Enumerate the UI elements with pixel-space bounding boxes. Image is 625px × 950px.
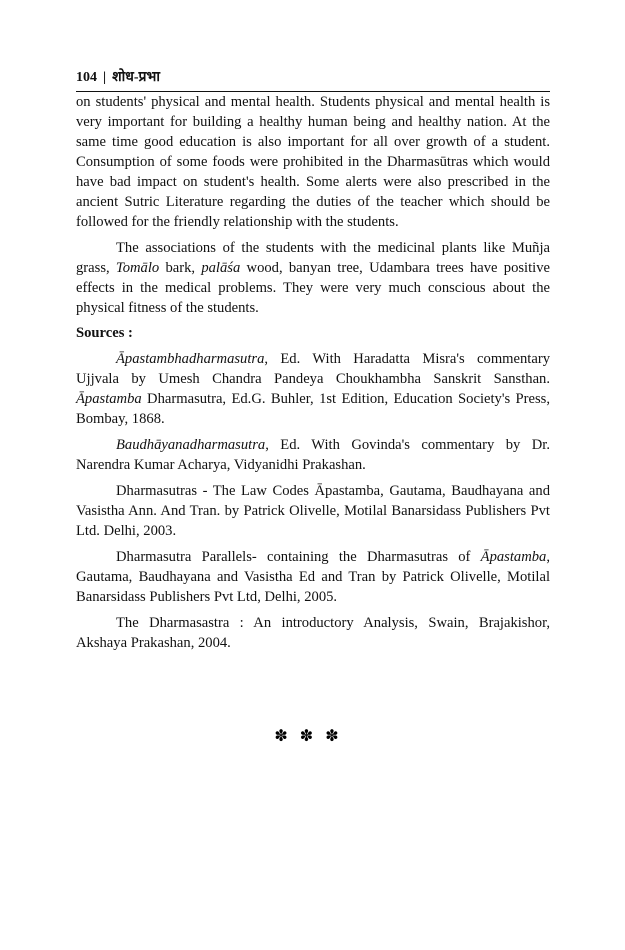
source-item-3: Dharmasutras - The Law Codes Āpastamba, Gautama, Baudhayana and Vasistha Ann. And Tran. by Patrick Olivelle, Motilal Banarsidass Publishers Pvt Ltd. Delhi, 2003. xyxy=(76,483,550,539)
journal-title: शोध-प्रभा xyxy=(112,70,160,85)
page-number: 104 xyxy=(76,70,97,85)
source-item-4: Dharmasutra Parallels- containing the Dharmasutras of Āpastamba, Gautama, Baudhayana and Vasistha Ed and Tran by Patrick Olivelle, Motilal Banarsidass Publishers Pvt Ltd, Delhi, 2005. xyxy=(76,549,550,605)
source-item-1: Āpastambhadharmasutra, Ed. With Haradatta Misra's commentary Ujjvala by Umesh Chandra Pandeya Choukhambha Sanskrit Sansthan. Āpastamba Dharmasutra, Ed.G. Buhler, 1st Edition, Education Society's Press, Bombay, 1868. xyxy=(76,351,550,427)
source-item-2: Baudhāyanadharmasutra, Ed. With Govinda's commentary by Dr. Narendra Kumar Acharya, Vidyanidhi Prakashan. xyxy=(76,437,550,473)
header-separator: | xyxy=(103,70,107,85)
paragraph-continued: on students' physical and mental health. Students physical and mental health is very important for building a healthy human being and healthy nation. At the same time good education is also important for all over growth of a student. Consumption of some foods were prohibited in the Dharmasūtras which would have bad impact on student's health. Some alerts were also prescribed in the ancient Sutric Literature regarding the duties of the teacher which should be followed for the friendly relationship with the students. xyxy=(76,94,550,230)
paragraph-medicinal-plants: The associations of the students with the medicinal plants like Muñja grass, Tomālo bark, palāśa wood, banyan tree, Udambara trees have positive effects in the medical problems. They were very much conscious about the physical fitness of the students. xyxy=(76,240,550,316)
section-end-ornament-icon: ✽✽✽ xyxy=(274,726,351,745)
page-body xyxy=(76,68,550,653)
source-item-5: The Dharmasastra : An introductory Analysis, Swain, Brajakishor, Akshaya Prakashan, 2004. xyxy=(76,615,550,651)
running-header xyxy=(76,68,550,88)
sources-heading: Sources : xyxy=(76,325,133,341)
